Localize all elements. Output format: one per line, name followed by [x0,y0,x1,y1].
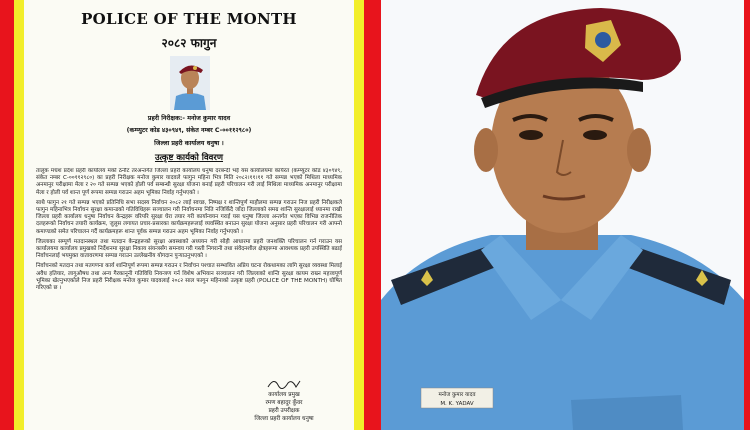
officer-photo [381,0,744,430]
section-heading: उत्कृष्ट कार्यको विवरण [154,153,224,163]
officer-name: प्रहरी निरीक्षक:- मनोज कुमार यादव [147,115,231,122]
document-month: २०८२ फागुन [161,36,217,50]
paragraph: निर्वाचनको मतदान तथा मतगणना कार्य शान्तिपूर्ण रूपमा सम्पन्न गराउन र निर्वाचन पश्चात सम्भावित अप्रिय घटना रोकथामका लागि सुरक्षा व्यवस्था मिलाई अवैध हतियार, लागुऔषध तथा अन्य गैरकानूनी गतिविधि नियन्त्रण गर्न विशेष अभियान सञ्चालन गरी जिल्लाको शान्ति सुरक्षा कायम राख्न महत्त्वपूर्ण भूमिका खेल्नुभएकोले निज प्रहरी निरीक्षक मनोज कुमार यादवलाई २०८२ साल फागुन महिनाको उत्कृष्ट प्रहरी (POLICE OF THE MONTH) घोषित गरिएको छ । [36,263,342,292]
document-border [14,0,364,430]
document-sheet [24,0,354,430]
officer-office: जिल्ला प्रहरी कार्यालय धनुषा । [154,140,224,147]
signature-office: जिल्ला प्रहरी कार्यालय धनुषा [254,416,314,422]
signature-rank: प्रहरी उपरीक्षक [268,408,300,414]
paragraph: जिल्लाका सम्पूर्ण मतदानस्थल तथा मतदान केन्द्रहरूको सुरक्षा अवस्थाको अध्ययन गरी सोही आधारमा प्रहरी जनशक्ति परिचालन गर्न गराउन यस कार्यालयमा कार्यालय प्रमुखको निर्देशनमा सुरक्षा निकाय संयन्त्रसँग समन्वय गरी गस्ती निगरानी तथा संवेदनशील क्षेत्रहरूमा आवश्यक प्रहरी उपस्थिति बढाई निर्वाचनलाई भयमुक्त वातावरणमा सम्पन्न गराउन उल्लेखनीय योगदान पुर्‍याउनुभएको । [36,238,342,260]
signature-name: रमण बहादुर कुँवर [265,400,303,406]
signature-image [229,375,339,391]
document-title: POLICE OF THE MONTH [81,10,297,28]
paragraph: साथै फागुन २१ गते सम्पन्न भएको प्रतिनिधि सभा सदस्य निर्वाचन २०८२ लाई स्वच्छ, निष्पक्ष र शान्तिपूर्ण माहौलमा सम्पन्न गराउन निज प्रहरी निरीक्षकले फागुन महिनाभित्र निर्वाचन सुरक्षा कमान्डको गतिविधिहरू सञ्चालन गरी निर्वाचनमा निति नजिकिँदै जाँदा जिल्लाको समग्र शान्ति सुरक्षालाई ध्यानमा राखी जिल्ला प्रहरी कार्यालय धनुषा निर्वाचन केन्द्रहरू वरिपरि सुरक्षा घेरा तयार गरी कार्यान्वयन गराई यस धनुषा जिल्ला अन्तर्गत भएका विभिन्न राजनीतिक दलहरूको निर्वाचन तयारी कार्यक्रम, जुलुस लगायत प्रचार-प्रसारका कार्यक्रमहरूलाई व्यवस्थित बनाउन सुरक्षा योजना अनुसार प्रहरी परिचालन गरी आफ्नो कमाण्डको समेत परिचालन गर्दै कार्यक्रमहरू शान्त पूर्वक सम्पन्न गराउन अहम भूमिका निर्वाह गर्नुभएको । [36,199,342,235]
name-tag-label: मनोज कुमार यादव [438,392,476,398]
signature-block [229,375,339,423]
officer-code: (कम्प्युटर कोड ४३०९४९, संकेत नम्बर C-००११२९८०) [126,127,252,134]
photo-panel [375,0,750,430]
document-body [36,168,342,358]
paragraph: तालुक मधेश प्रदेश प्रहरी कार्यालय मर्का ठनौट तरअन्तर्गत जिल्ला प्रहरी कार्यालय धनुषा दरबन्दी भई यस कार्यालयमा कार्यरत (कम्प्युटर कोड ४३०९४९, संकेत नम्बर C-००११२९८०) का प्रहरी निरीक्षक मनोज कुमार यादवले फागुन महिना भित्र मिति २०८२।११।११ गते सम्पन्न भएको मिथिला माध्यमिक अनमानुर परीक्षामा मेला र २० गते सम्पन्न भएको होली पर्व सम्बन्धी सुरक्षा योजना बनाई प्रहरी परिचालन गरी लाई मिथिला माध्यमिक अनमानुर परीक्षामा मेला र होली पर्व शान्त पूर्ण रूपमा सम्पन्न गराउन अहम भूमिका निर्वाह गर्नुभएको । [36,168,342,196]
signature-title: कार्यालय प्रमुख [268,392,300,398]
name-tag-label-en: M. K. YADAV [440,401,474,407]
officer-thumbnail [170,56,210,110]
